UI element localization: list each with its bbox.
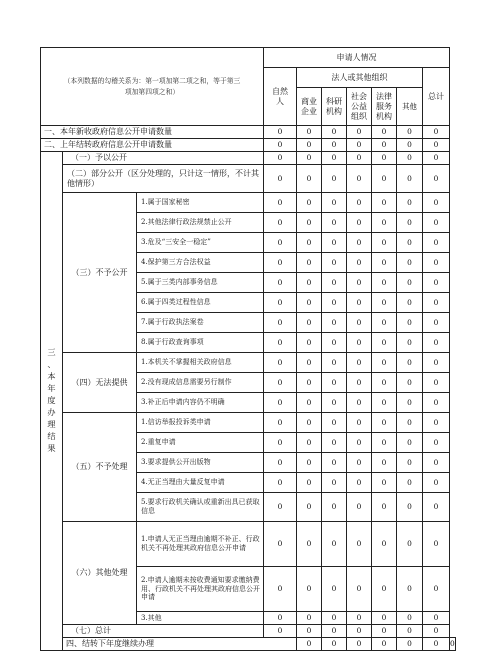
cell-value: 0: [347, 638, 372, 651]
row-label: 一、本年新收政府信息公开申请数量: [41, 126, 264, 139]
cell-value: 0: [397, 453, 423, 473]
cell-value: 0: [347, 473, 372, 493]
research-institution-header: 科研机构: [322, 88, 347, 126]
cell-value: 0: [372, 522, 397, 567]
table-row: [41, 413, 456, 433]
cell-value: 0: [372, 293, 397, 313]
cell-value: 0: [397, 213, 423, 233]
cell-value: 0: [297, 473, 322, 493]
cell-value: 0: [322, 165, 347, 193]
cell-value: 0: [264, 233, 297, 253]
row-label: 四、结转下年度继续办理: [63, 638, 297, 651]
item-label: 3.危及“三安全一稳定”: [137, 233, 264, 253]
item-label: 5.要求行政机关确认或重新出具已获取信息: [137, 493, 264, 522]
cell-value: 0: [297, 625, 322, 638]
cell-value: 0: [264, 612, 297, 625]
cell-value: 0: [347, 193, 372, 213]
cell-value: 0: [423, 612, 450, 625]
cell-value: 0: [347, 233, 372, 253]
cell-value: 0: [423, 433, 450, 453]
cell-value: 0: [372, 152, 397, 165]
cell-value: 0: [297, 333, 322, 353]
cell-value: 0: [372, 493, 397, 522]
table-row: [41, 625, 456, 638]
item-label: 2.重复申请: [137, 433, 264, 453]
cell-value: 0: [264, 413, 297, 433]
table-row: [41, 152, 456, 165]
cell-value: 0: [423, 373, 450, 393]
cell-value: 0: [322, 139, 347, 152]
cell-value: 0: [397, 522, 423, 567]
cell-value: 0: [423, 273, 450, 293]
table-row: [41, 126, 456, 139]
row-label: （一）予以公开: [63, 152, 264, 165]
category-label: （六）其他处理: [63, 522, 137, 625]
cell-value: 0: [423, 493, 450, 522]
cell-value: 0: [347, 612, 372, 625]
cell-value: 0: [322, 152, 347, 165]
cell-value: 0: [264, 333, 297, 353]
cell-value: 0: [297, 433, 322, 453]
item-label: 2.其他法律行政法规禁止公开: [137, 213, 264, 233]
cell-value: 0: [322, 567, 347, 612]
cell-value: 0: [423, 453, 450, 473]
cell-value: 0: [397, 638, 423, 651]
applicant-info-header: 申请人情况: [264, 48, 450, 68]
cell-value: 0: [322, 638, 347, 651]
cell-value: 0: [423, 126, 450, 139]
cell-value: 0: [423, 233, 450, 253]
cell-value: 0: [372, 273, 397, 293]
cell-value: 0: [372, 313, 397, 333]
cell-value: 0: [397, 313, 423, 333]
cell-value: 0: [423, 139, 450, 152]
cell-value: 0: [322, 373, 347, 393]
cell-value: 0: [372, 165, 397, 193]
cell-value: 0: [297, 139, 322, 152]
table-row: [41, 193, 456, 213]
cell-value: 0: [450, 638, 456, 651]
item-label: 5.属于三类内部事务信息: [137, 273, 264, 293]
cell-value: 0: [423, 193, 450, 213]
cell-value: 0: [397, 139, 423, 152]
category-label: （五）不予处理: [63, 413, 137, 522]
cell-value: 0: [397, 152, 423, 165]
cell-value: 0: [347, 273, 372, 293]
cell-value: 0: [423, 522, 450, 567]
row-label: （二）部分公开（区分处理的，只计这一情形，不计其他情形）: [63, 165, 264, 193]
item-label: 3.补正后申请内容仍不明确: [137, 393, 264, 413]
cell-value: 0: [322, 493, 347, 522]
cell-value: 0: [297, 293, 322, 313]
cell-value: 0: [322, 612, 347, 625]
cell-value: 0: [397, 233, 423, 253]
cell-value: 0: [322, 433, 347, 453]
cell-value: 0: [423, 567, 450, 612]
commercial-enterprise-header: 商业企业: [297, 88, 322, 126]
cell-value: 0: [322, 126, 347, 139]
cell-value: 0: [372, 567, 397, 612]
category-label: （三）不予公开: [63, 193, 137, 353]
cell-value: 0: [423, 625, 450, 638]
cell-value: 0: [372, 233, 397, 253]
cell-value: 0: [397, 433, 423, 453]
cell-value: 0: [423, 473, 450, 493]
cell-value: 0: [397, 413, 423, 433]
cell-value: 0: [397, 165, 423, 193]
cell-value: 0: [347, 413, 372, 433]
cell-value: 0: [423, 293, 450, 313]
item-label: 2.没有现成信息需要另行制作: [137, 373, 264, 393]
cell-value: 0: [347, 165, 372, 193]
cell-value: 0: [372, 473, 397, 493]
cell-value: 0: [297, 638, 322, 651]
cell-value: 0: [347, 126, 372, 139]
cell-value: 0: [297, 233, 322, 253]
item-label: 2.申请人逾期未按收费通知要求缴纳费用、行政机关不再处理其政府信息公开申请: [137, 567, 264, 612]
cell-value: 0: [264, 253, 297, 273]
cell-value: 0: [264, 493, 297, 522]
cell-value: 0: [322, 233, 347, 253]
cell-value: 0: [264, 139, 297, 152]
cell-value: 0: [397, 493, 423, 522]
item-label: 4.保护第三方合法权益: [137, 253, 264, 273]
cell-value: 0: [397, 625, 423, 638]
cell-value: 0: [297, 393, 322, 413]
cell-value: 0: [322, 453, 347, 473]
cell-value: 0: [322, 333, 347, 353]
other-header: 其他: [397, 88, 423, 126]
row-label: （七）总计: [63, 625, 264, 638]
cell-value: 0: [264, 313, 297, 333]
cell-value: 0: [347, 353, 372, 373]
cell-value: 0: [372, 353, 397, 373]
cell-value: 0: [264, 393, 297, 413]
cell-value: 0: [347, 433, 372, 453]
cell-value: 0: [322, 353, 347, 373]
cell-value: 0: [322, 393, 347, 413]
cell-value: 0: [264, 522, 297, 567]
cell-value: 0: [397, 333, 423, 353]
item-label: 4.无正当理由大量反复申请: [137, 473, 264, 493]
cell-value: 0: [297, 152, 322, 165]
cell-value: 0: [397, 126, 423, 139]
cell-value: 0: [423, 393, 450, 413]
cell-value: 0: [347, 522, 372, 567]
item-label: 1.申请人无正当理由逾期不补正、行政机关不再处理其政府信息公开申请: [137, 522, 264, 567]
cell-value: 0: [397, 567, 423, 612]
row-label: 二、上年结转政府信息公开申请数量: [41, 139, 264, 152]
cell-value: 0: [264, 213, 297, 233]
cell-value: 0: [264, 126, 297, 139]
natural-person-header: 自然人: [264, 68, 297, 126]
cell-value: 0: [347, 567, 372, 612]
item-label: 1.信访举报投诉类申请: [137, 413, 264, 433]
cell-value: 0: [322, 213, 347, 233]
cell-value: 0: [397, 612, 423, 625]
cell-value: 0: [297, 313, 322, 333]
cell-value: 0: [264, 625, 297, 638]
cell-value: 0: [297, 413, 322, 433]
cell-value: 0: [347, 152, 372, 165]
cell-value: 0: [297, 373, 322, 393]
cell-value: 0: [297, 522, 322, 567]
table-row: [41, 165, 456, 193]
cell-value: 0: [264, 353, 297, 373]
item-label: 6.属于四类过程性信息: [137, 293, 264, 313]
cell-value: 0: [372, 453, 397, 473]
cell-value: 0: [423, 253, 450, 273]
cell-value: 0: [423, 333, 450, 353]
item-label: 8.属于行政查询事项: [137, 333, 264, 353]
cell-value: 0: [264, 293, 297, 313]
item-label: 7.属于行政执法案卷: [137, 313, 264, 333]
cell-value: 0: [347, 625, 372, 638]
cell-value: 0: [372, 393, 397, 413]
cell-value: 0: [322, 193, 347, 213]
cell-value: 0: [322, 625, 347, 638]
table-row: [41, 139, 456, 152]
section-three-label: 三 、 本 年 度 办 理 结 果: [41, 152, 63, 651]
category-label: （四）无法提供: [63, 353, 137, 413]
cell-value: 0: [372, 413, 397, 433]
cell-value: 0: [372, 433, 397, 453]
cell-value: 0: [423, 165, 450, 193]
cell-value: 0: [347, 313, 372, 333]
cell-value: 0: [264, 373, 297, 393]
cell-value: 0: [347, 333, 372, 353]
cell-value: 0: [372, 126, 397, 139]
cell-value: 0: [372, 625, 397, 638]
cell-value: 0: [322, 313, 347, 333]
cell-value: 0: [297, 126, 322, 139]
legal-group-header: 法人或其他组织: [297, 68, 423, 88]
cell-value: 0: [347, 139, 372, 152]
cell-value: 0: [397, 293, 423, 313]
cell-value: 0: [423, 313, 450, 333]
cell-value: 0: [264, 193, 297, 213]
cell-value: 0: [397, 393, 423, 413]
cell-value: 0: [322, 273, 347, 293]
cell-value: 0: [297, 193, 322, 213]
cell-value: 0: [347, 253, 372, 273]
cell-value: 0: [322, 473, 347, 493]
cell-value: 0: [423, 413, 450, 433]
total-header: 总计: [423, 68, 450, 126]
cell-value: 0: [372, 638, 397, 651]
cell-value: 0: [322, 253, 347, 273]
cell-value: 0: [347, 213, 372, 233]
cell-value: 0: [264, 473, 297, 493]
public-welfare-org-header: 社会公益组织: [347, 88, 372, 126]
cell-value: 0: [322, 293, 347, 313]
cell-value: 0: [297, 273, 322, 293]
table-row: [41, 638, 456, 651]
cell-value: 0: [397, 273, 423, 293]
cell-value: 0: [264, 453, 297, 473]
cell-value: 0: [297, 253, 322, 273]
cell-value: 0: [264, 433, 297, 453]
cell-value: 0: [397, 353, 423, 373]
cell-value: 0: [423, 638, 450, 651]
cell-value: 0: [322, 522, 347, 567]
cell-value: 0: [297, 353, 322, 373]
cell-value: 0: [347, 293, 372, 313]
cell-value: 0: [264, 273, 297, 293]
relationship-note: （本列数据的勾稽关系为：第一项加第二项之和，等于第三项加第四项之和）: [41, 48, 264, 126]
application-statistics-table: [40, 47, 456, 651]
cell-value: 0: [423, 353, 450, 373]
cell-value: 0: [423, 213, 450, 233]
cell-value: 0: [372, 612, 397, 625]
item-label: 3.其他: [137, 612, 264, 625]
cell-value: 0: [372, 333, 397, 353]
cell-value: 0: [372, 139, 397, 152]
cell-value: 0: [264, 567, 297, 612]
legal-service-org-header: 法律服务机构: [372, 88, 397, 126]
cell-value: 0: [397, 253, 423, 273]
item-label: 3.要求提供公开出版物: [137, 453, 264, 473]
cell-value: 0: [347, 493, 372, 522]
item-label: 1.本机关不掌握相关政府信息: [137, 353, 264, 373]
cell-value: 0: [372, 253, 397, 273]
cell-value: 0: [297, 493, 322, 522]
cell-value: 0: [397, 473, 423, 493]
cell-value: 0: [264, 152, 297, 165]
cell-value: 0: [423, 152, 450, 165]
cell-value: 0: [347, 393, 372, 413]
cell-value: 0: [297, 213, 322, 233]
cell-value: 0: [397, 373, 423, 393]
cell-value: 0: [264, 165, 297, 193]
cell-value: 0: [372, 373, 397, 393]
cell-value: 0: [397, 193, 423, 213]
cell-value: 0: [372, 213, 397, 233]
item-label: 1.属于国家秘密: [137, 193, 264, 213]
cell-value: 0: [347, 453, 372, 473]
table-row: [41, 522, 456, 567]
cell-value: 0: [297, 453, 322, 473]
table-row: [41, 353, 456, 373]
cell-value: 0: [297, 612, 322, 625]
cell-value: 0: [297, 165, 322, 193]
cell-value: 0: [322, 413, 347, 433]
cell-value: 0: [347, 373, 372, 393]
cell-value: 0: [297, 567, 322, 612]
cell-value: 0: [372, 193, 397, 213]
